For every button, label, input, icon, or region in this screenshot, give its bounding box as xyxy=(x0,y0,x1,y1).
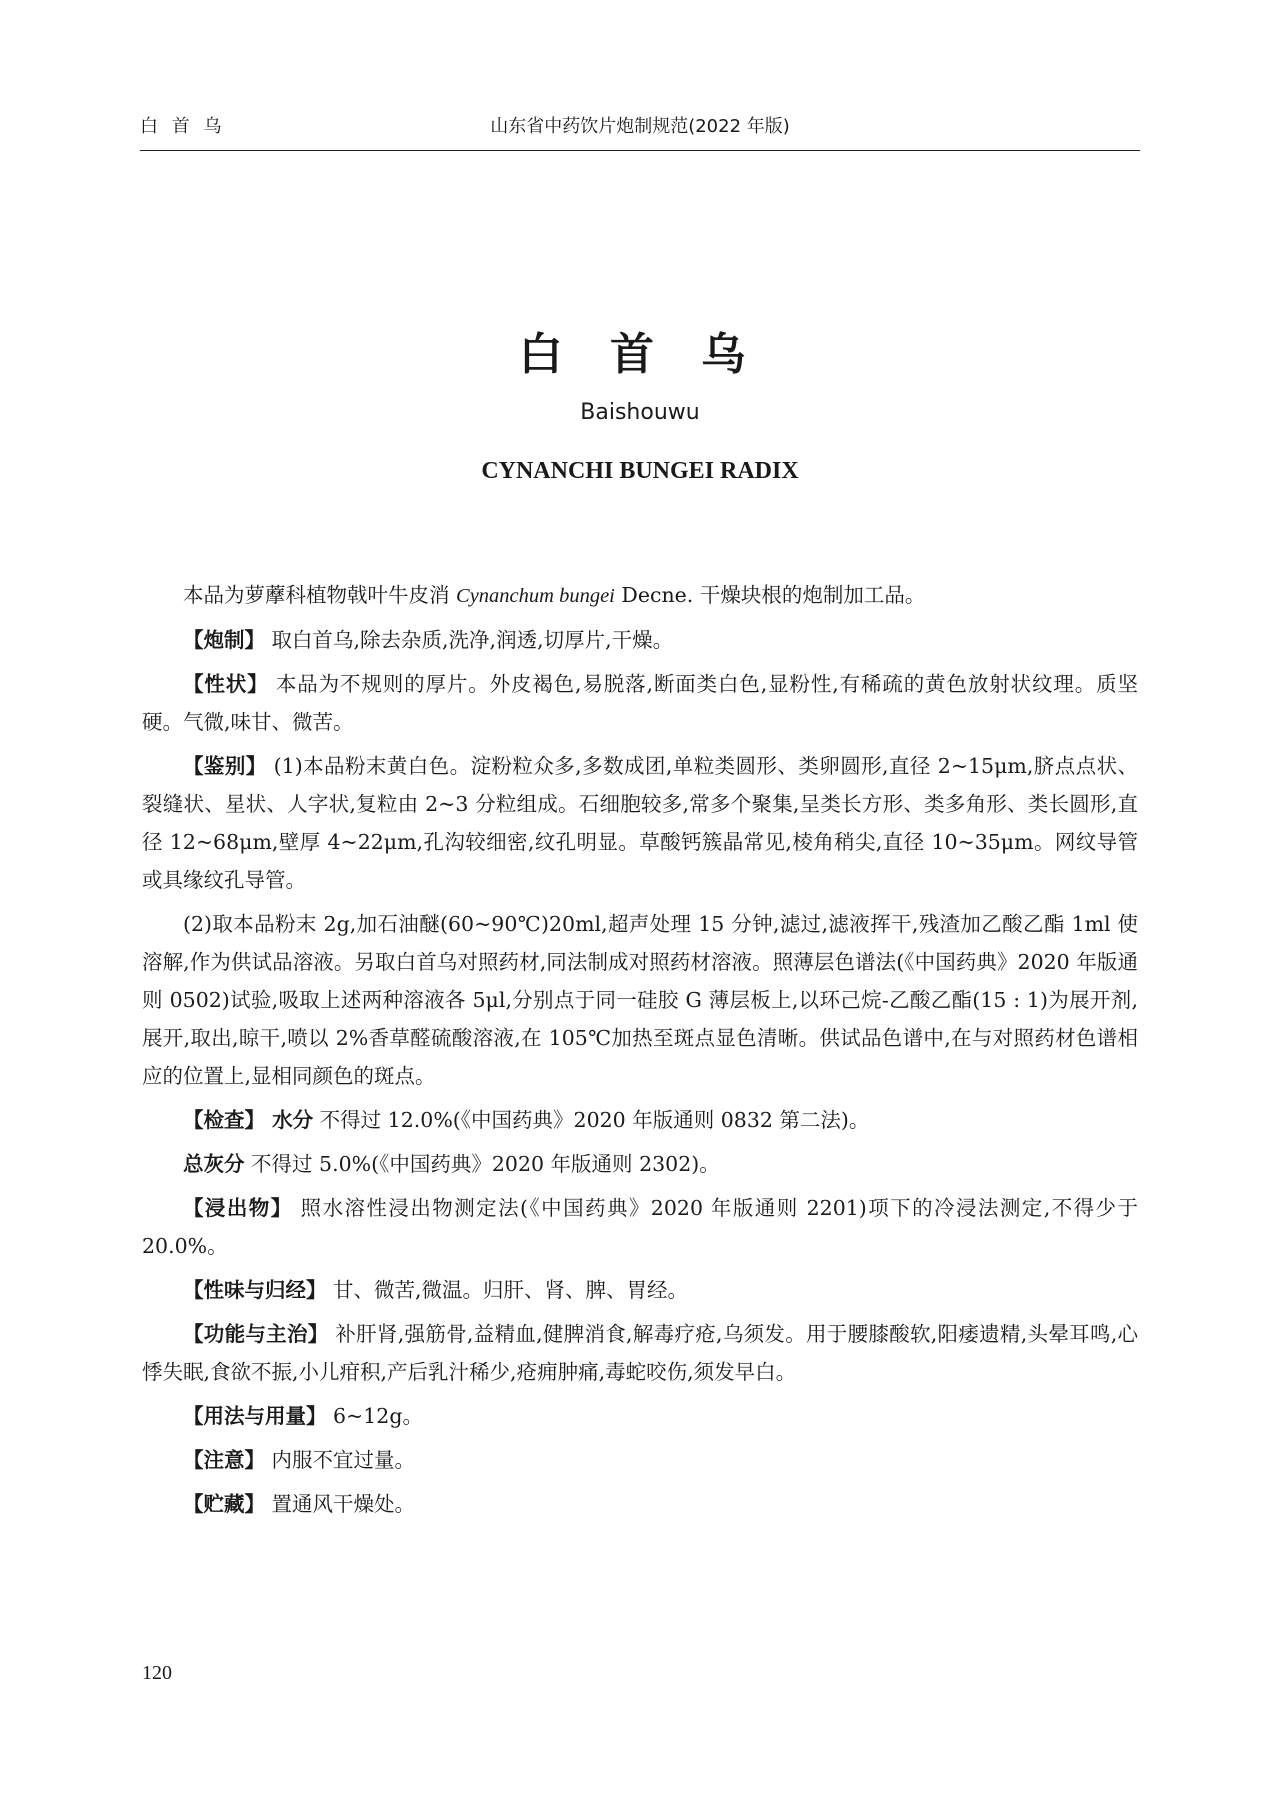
ash-label: 总灰分 xyxy=(183,1152,245,1176)
properties-text: 本品为不规则的厚片。外皮褐色,易脱落,断面类白色,显粉性,有稀疏的黄色放射状纹理。质坚硬。气微,味甘、微苦。 xyxy=(142,672,1138,734)
inspection-label: 【检查】 xyxy=(183,1108,265,1132)
identification-paragraph-1 xyxy=(142,747,1138,899)
taste-text: 甘、微苦,微温。归肝、肾、脾、胃经。 xyxy=(326,1278,689,1302)
taste-label: 【性味与归经】 xyxy=(183,1278,327,1302)
caution-text: 内服不宜过量。 xyxy=(265,1448,416,1472)
caution-label: 【注意】 xyxy=(183,1448,265,1472)
water-text: 不得过 12.0%(《中国药典》2020 年版通则 0832 第二法)。 xyxy=(313,1108,870,1132)
title-pinyin: Baishouwu xyxy=(580,400,700,425)
dosage-text: 6~12g。 xyxy=(326,1404,423,1428)
dosage-paragraph xyxy=(142,1397,1138,1435)
ash-text: 不得过 5.0%(《中国药典》2020 年版通则 2302)。 xyxy=(244,1152,720,1176)
properties-label: 【性状】 xyxy=(183,672,269,696)
function-label: 【功能与主治】 xyxy=(183,1322,329,1346)
identification-paragraph-2 xyxy=(142,905,1138,1095)
extract-text: 照水溶性浸出物测定法(《中国药典》2020 年版通则 2201)项下的冷浸法测定,不得少于 20.0%。 xyxy=(142,1196,1138,1258)
processing-text: 取白首乌,除去杂质,洗净,润透,切厚片,干燥。 xyxy=(265,628,674,652)
identification-text-2: (2)取本品粉末 2g,加石油醚(60~90℃)20ml,超声处理 15 分钟,滤过,滤液挥干,残渣加乙酸乙酯 1ml 使溶解,作为供试品溶液。另取白首乌对照药材,同法制成对照药材溶液。照薄层色谱法(《中国药典》2020 年版通则 0502)试验,吸取上述两种溶液各 5μl,分别点于同一硅胶 G 薄层板上,以环己烷-乙酸乙酯(15 : 1)为展开剂,展开,取出,晾干,喷以 2%香草醛硫酸溶液,在 105℃加热至斑点显色清晰。供试品色谱中,在与对照药材色谱相应的位置上,显相同颜色的斑点。 xyxy=(142,912,1138,1088)
extract-label: 【浸出物】 xyxy=(183,1196,293,1220)
page-title: 白 首 乌 xyxy=(518,329,762,380)
caution-paragraph xyxy=(142,1441,1138,1479)
species-latin-name: Cynanchum bungei xyxy=(456,585,615,607)
inspection-paragraph xyxy=(142,1101,1138,1139)
taste-paragraph xyxy=(142,1271,1138,1309)
properties-paragraph xyxy=(142,665,1138,741)
identification-text-1: (1)本品粉末黄白色。淀粉粒众多,多数成团,单粒类圆形、类卵圆形,直径 2~15μm,脐点点状、裂缝状、星状、人字状,复粒由 2~3 分粒组成。石细胞较多,常多个聚集,呈类长方形、类多角形、类长圆形,直径 12~68μm,壁厚 4~22μm,孔沟较细密,纹孔明显。草酸钙簇晶常见,棱角稍尖,直径 10~35μm。网纹导管或具缘纹孔导管。 xyxy=(142,754,1139,892)
monograph-body xyxy=(142,576,1138,1529)
title-latin: CYNANCHI BUNGEI RADIX xyxy=(481,458,799,484)
intro-paragraph xyxy=(142,576,1138,615)
storage-paragraph xyxy=(142,1485,1138,1523)
function-paragraph xyxy=(142,1315,1138,1391)
identification-label: 【鉴别】 xyxy=(183,754,267,778)
header-book-title: 山东省中药饮片炮制规范(2022 年版) xyxy=(490,116,790,137)
processing-paragraph xyxy=(142,621,1138,659)
function-text: 补肝肾,强筋骨,益精血,健脾消食,解毒疗疮,乌须发。用于腰膝酸软,阳痿遗精,头晕耳鸣,心悸失眠,食欲不振,小儿疳积,产后乳汁稀少,疮痈肿痛,毒蛇咬伤,须发早白。 xyxy=(142,1322,1138,1384)
page-number: 120 xyxy=(142,1662,172,1684)
storage-label: 【贮藏】 xyxy=(183,1492,265,1516)
extract-paragraph xyxy=(142,1189,1138,1265)
processing-label: 【炮制】 xyxy=(183,628,265,652)
intro-text: 本品为萝藦科植物戟叶牛皮消 xyxy=(183,583,450,607)
header-section-name: 白 首 乌 xyxy=(140,116,226,137)
water-label: 水分 xyxy=(265,1108,314,1132)
header-divider xyxy=(140,150,1140,151)
running-header xyxy=(140,112,1140,152)
ash-paragraph xyxy=(142,1145,1138,1183)
dosage-label: 【用法与用量】 xyxy=(183,1404,327,1428)
intro-text-end: Decne. 干燥块根的炮制加工品。 xyxy=(614,583,926,607)
storage-text: 置通风干燥处。 xyxy=(265,1492,416,1516)
